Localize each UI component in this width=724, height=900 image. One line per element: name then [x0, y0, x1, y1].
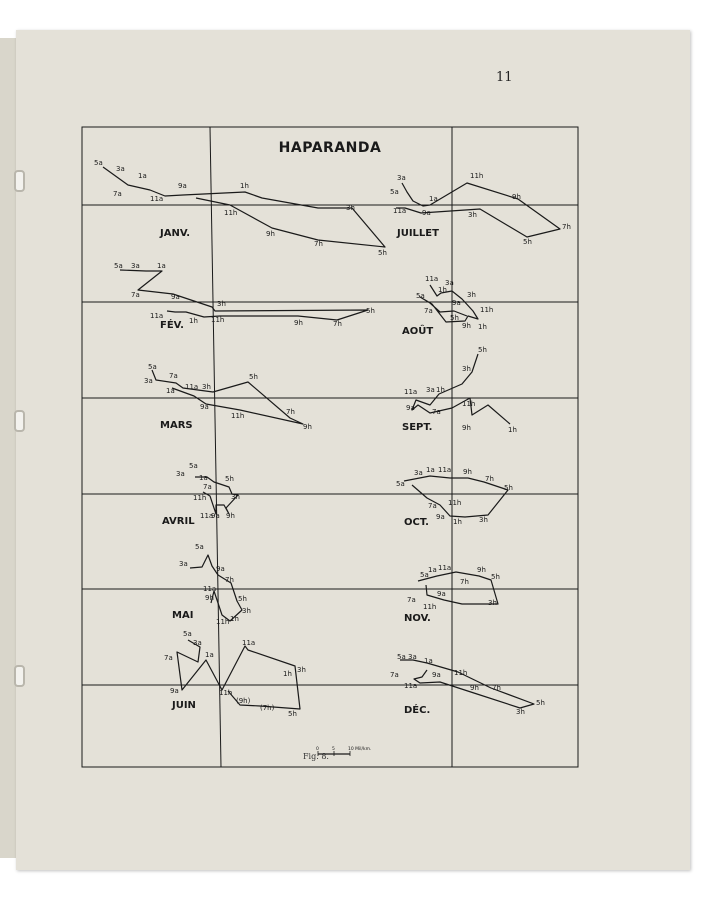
hour-label: 9a	[211, 512, 220, 520]
hour-label: 9a	[422, 209, 431, 217]
hour-label: 7h	[460, 578, 469, 586]
hour-label: 7a	[407, 596, 416, 604]
hour-label: 11h	[211, 316, 225, 324]
hour-label: 5h	[366, 307, 375, 315]
hour-label: 1a	[166, 387, 175, 395]
scale-label: 10 Mil/km.	[348, 747, 372, 752]
hour-label: 3a	[131, 262, 140, 270]
hour-label: 1a	[428, 566, 437, 574]
hour-label: (9h)	[236, 697, 251, 705]
hour-label: 1a	[426, 466, 435, 474]
hour-label: 9a	[170, 687, 179, 695]
hour-label: 7h	[314, 240, 323, 248]
hour-label: 1a	[205, 651, 214, 659]
hodograph-nov	[418, 572, 498, 604]
hour-label: 9h	[462, 322, 471, 330]
month-janv: JANV.	[160, 228, 191, 239]
hour-label: 5h	[450, 314, 459, 322]
month-aout: AOÛT	[402, 326, 434, 337]
hour-label: 11h	[216, 618, 230, 626]
hour-label: 1a	[199, 474, 208, 482]
hour-label: 3h	[242, 607, 251, 615]
hour-label: 11a	[404, 682, 418, 690]
scale-label: 5	[332, 747, 335, 752]
hour-label: 7a	[432, 408, 441, 416]
hour-label: 1h	[478, 323, 487, 331]
month-oct: OCT.	[404, 517, 429, 528]
hour-label: 7h	[485, 475, 494, 483]
hour-label: 11a	[242, 639, 256, 647]
hour-label: 11h	[231, 412, 245, 420]
month-avril: AVRIL	[162, 516, 195, 527]
hour-label: 11a	[150, 195, 164, 203]
hour-label: 1h	[453, 518, 462, 526]
hour-label: 3h	[479, 516, 488, 524]
hour-label: 3h	[468, 211, 477, 219]
hour-label: 11h	[462, 400, 476, 408]
hour-label: 11h	[480, 306, 494, 314]
hour-label: 11a	[393, 207, 407, 215]
hour-label: 1h	[240, 182, 249, 190]
hour-label: 5h	[225, 475, 234, 483]
hour-label: 7h	[225, 576, 234, 584]
hour-label: 5h	[238, 595, 247, 603]
hour-label: 3h	[467, 291, 476, 299]
hour-label: 1a	[429, 195, 438, 203]
hour-label: 3h	[297, 666, 306, 674]
hour-label: 3h	[231, 493, 240, 501]
hour-label: 9a	[216, 565, 225, 573]
month-juillet: JUILLET	[397, 228, 439, 239]
hour-label: 5a	[397, 653, 406, 661]
month-nov: NOV.	[404, 613, 431, 624]
hour-label: 1a	[138, 172, 147, 180]
month-mai: MAI	[172, 610, 194, 621]
hour-label: 3h	[346, 204, 355, 212]
month-mars: MARS	[160, 420, 193, 431]
page-number: 11	[496, 70, 513, 85]
hour-label: 9h	[463, 468, 472, 476]
hour-label: 3a	[176, 470, 185, 478]
hour-label: 1a	[424, 657, 433, 665]
hour-label: 3h	[202, 383, 211, 391]
hour-label: 9h	[294, 319, 303, 327]
hour-label: 3a	[193, 639, 202, 647]
hour-label: (7h)	[260, 704, 275, 712]
hour-label: 9a	[452, 299, 461, 307]
month-dec: DÉC.	[404, 705, 431, 716]
hour-label: 5h	[536, 699, 545, 707]
hour-label: 5a	[195, 543, 204, 551]
hour-label: 5a	[148, 363, 157, 371]
hour-label: 9h	[266, 230, 275, 238]
hour-label: 11h	[193, 494, 207, 502]
hour-label: 11a	[150, 312, 164, 320]
month-sept: SEPT.	[402, 422, 433, 433]
hour-label: 7a	[428, 502, 437, 510]
hodograph-curves	[103, 167, 560, 709]
hour-label: 7h	[492, 684, 501, 692]
hour-label: 3a	[397, 174, 406, 182]
hodograph-dec	[400, 660, 534, 708]
hour-label: 9h	[226, 512, 235, 520]
hour-label: 11a	[438, 466, 452, 474]
hour-label: 5a	[94, 159, 103, 167]
hour-label: 5a	[189, 462, 198, 470]
hour-label: 3a	[116, 165, 125, 173]
hour-label: 11a	[425, 275, 439, 283]
hour-label: 11h	[470, 172, 484, 180]
hour-label: 5h	[523, 238, 532, 246]
hour-label: 11h	[448, 499, 462, 507]
hour-label: 9a	[436, 513, 445, 521]
hour-label: 1h	[508, 426, 517, 434]
hour-label: 7a	[169, 372, 178, 380]
hour-label: 11a	[200, 512, 214, 520]
hour-label: 5a	[420, 571, 429, 579]
hour-label: 1h	[230, 615, 239, 623]
hour-label: 11h	[423, 603, 437, 611]
hour-label: 5h	[478, 346, 487, 354]
hour-label: 9a	[200, 403, 209, 411]
hour-label: 3h	[217, 300, 226, 308]
hour-label: 5h	[504, 484, 513, 492]
hour-label: 7a	[113, 190, 122, 198]
hour-label: 11a	[185, 383, 199, 391]
hour-label: 5h	[491, 573, 500, 581]
hour-label: 7h	[333, 320, 342, 328]
hour-label: 11h	[224, 209, 238, 217]
hour-label: 9h	[303, 423, 312, 431]
hour-label: 1h	[436, 386, 445, 394]
hour-label: 11a	[203, 585, 217, 593]
hour-label: 9h	[477, 566, 486, 574]
month-juin: JUIN	[172, 700, 196, 711]
hour-label: 11a	[404, 388, 418, 396]
hour-label: 9a	[171, 293, 180, 301]
hour-label: 1h	[283, 670, 292, 678]
hour-label: 5h	[288, 710, 297, 718]
hour-label: 7a	[203, 483, 212, 491]
month-fev: FÉV.	[160, 320, 184, 331]
hour-label: 3a	[445, 279, 454, 287]
hour-label: 3a	[408, 653, 417, 661]
hour-label: 5a	[416, 292, 425, 300]
hour-label: 11a	[438, 564, 452, 572]
hour-label: 3h	[516, 708, 525, 716]
hour-label: 11h	[454, 669, 468, 677]
hour-label: 9h	[512, 193, 521, 201]
hour-label: 9a	[437, 590, 446, 598]
hour-label: 3h	[488, 599, 497, 607]
hour-label: 3a	[414, 469, 423, 477]
hour-label: 3h	[462, 365, 471, 373]
hour-label: 1h	[438, 286, 447, 294]
scale-label: 0	[316, 747, 319, 752]
hour-label: 7h	[562, 223, 571, 231]
hour-label: 9a	[178, 182, 187, 190]
hour-label: 5a	[183, 630, 192, 638]
hour-label: 9a	[432, 671, 441, 679]
hour-label: 5h	[378, 249, 387, 257]
figure-caption: Fig. 8.	[303, 752, 329, 761]
hour-label: 7a	[131, 291, 140, 299]
hour-label: 9h	[470, 684, 479, 692]
hour-label: 9a	[406, 404, 415, 412]
hour-label: 7a	[390, 671, 399, 679]
hour-label: 5h	[249, 373, 258, 381]
hour-labels	[94, 159, 571, 718]
hour-label: 1h	[189, 317, 198, 325]
hour-label: 3a	[426, 386, 435, 394]
hour-label: 7h	[286, 408, 295, 416]
hour-label: 9h	[205, 594, 214, 602]
hour-label: 7a	[164, 654, 173, 662]
hour-label: 3a	[179, 560, 188, 568]
hour-label: 3a	[144, 377, 153, 385]
figure-title: HAPARANDA	[278, 140, 382, 156]
hour-label: 7a	[424, 307, 433, 315]
hour-label: 5a	[396, 480, 405, 488]
hour-label: 9h	[462, 424, 471, 432]
hour-label: 5a	[114, 262, 123, 270]
hour-label: 5a	[390, 188, 399, 196]
hour-label: 11h	[219, 689, 233, 697]
hour-label: 1a	[157, 262, 166, 270]
